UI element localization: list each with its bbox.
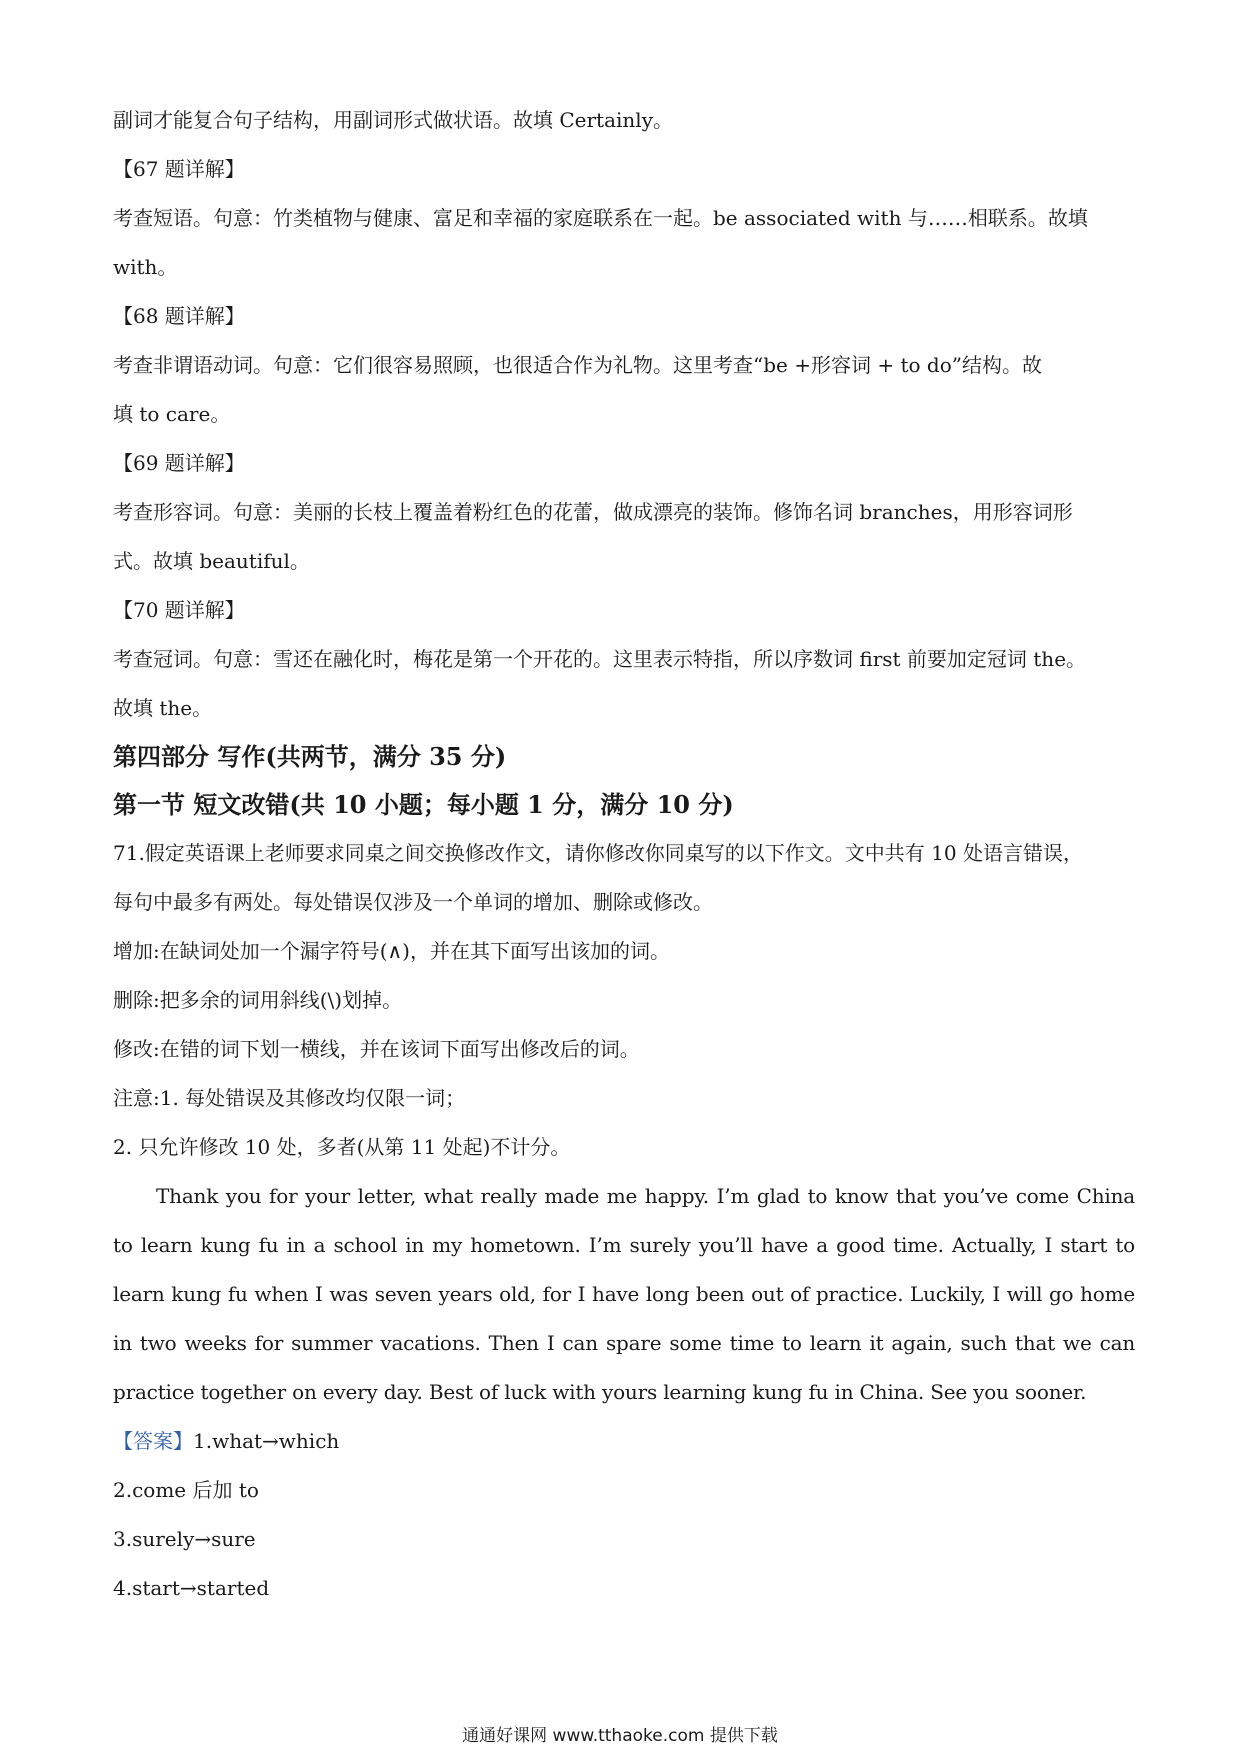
part-heading: 第四部分 写作(共两节，满分 35 分) <box>113 742 507 771</box>
detail-line: 考查非谓语动词。句意：它们很容易照顾，也很适合作为礼物。这里考查“be +形容词 + to do”结构。故 <box>113 353 1042 377</box>
document-page <box>113 96 1135 1613</box>
detail-title: 【68 题详解】 <box>113 304 245 328</box>
question-line: 修改:在错的词下划一横线，并在该词下面写出修改后的词。 <box>113 1037 640 1061</box>
section-heading: 第一节 短文改错(共 10 小题；每小题 1 分，满分 10 分) <box>113 790 734 819</box>
essay-passage: Thank you for your letter, what really made me happy. I’m glad to know that you’ve come China to learn kung fu in a school in my hometown. I’m surely you’ll have a good time. Actually, I start to learn kung fu when I was seven years old, for I have long been out of practice. Luckily, I will go home in two weeks for summer vacations. Then I can spare some time to learn it again, such that we can practice together on every day. Best of luck with yours learning kung fu in China. See you sooner. <box>113 1184 1135 1404</box>
question-line: 注意:1. 每处错误及其修改均仅限一词； <box>113 1086 466 1110</box>
detail-line: 填 to care。 <box>113 402 231 426</box>
detail-line: with。 <box>113 255 178 279</box>
question-line: 删除:把多余的词用斜线(\)划掉。 <box>113 988 403 1012</box>
question-71 <box>113 829 1135 1172</box>
answer-tag: 【答案】 <box>113 1429 193 1453</box>
continuation-line: 副词才能复合句子结构，用副词形式做状语。故填 Certainly。 <box>113 108 673 132</box>
detail-line: 式。故填 beautiful。 <box>113 549 310 573</box>
detail-line: 考查冠词。句意：雪还在融化时，梅花是第一个开花的。这里表示特指，所以序数词 first 前要加定冠词 the。 <box>113 647 1087 671</box>
question-line: 71.假定英语课上老师要求同桌之间交换修改作文，请你修改你同桌写的以下作文。文中共有 10 处语言错误， <box>113 841 1083 865</box>
question-line: 增加:在缺词处加一个漏字符号(∧)，并在其下面写出该加的词。 <box>113 939 670 963</box>
answer-line: 4.start→started <box>113 1576 270 1600</box>
answer-line: 2.come 后加 to <box>113 1478 259 1502</box>
detail-title: 【67 题详解】 <box>113 157 245 181</box>
footer-watermark: 通通好课网 www.tthaoke.com 提供下载 <box>462 1726 778 1746</box>
question-line: 每句中最多有两处。每处错误仅涉及一个单词的增加、删除或修改。 <box>113 890 713 914</box>
detail-70 <box>113 586 1135 733</box>
detail-68 <box>113 292 1135 439</box>
detail-line: 考查形容词。句意：美丽的长枝上覆盖着粉红色的花蕾，做成漂亮的装饰。修饰名词 branches，用形容词形 <box>113 500 1073 524</box>
answer-line <box>113 1417 1135 1466</box>
detail-line: 考查短语。句意：竹类植物与健康、富足和幸福的家庭联系在一起。be associated with 与……相联系。故填 <box>113 206 1088 230</box>
answer-block <box>113 1417 1135 1613</box>
detail-69 <box>113 439 1135 586</box>
detail-title: 【70 题详解】 <box>113 598 245 622</box>
answer-line: 3.surely→sure <box>113 1527 256 1551</box>
question-line: 2. 只允许修改 10 处，多者(从第 11 处起)不计分。 <box>113 1135 571 1159</box>
detail-line: 故填 the。 <box>113 696 213 720</box>
detail-67 <box>113 145 1135 292</box>
answer-item: 1.what→which <box>193 1429 340 1453</box>
detail-title: 【69 题详解】 <box>113 451 245 475</box>
